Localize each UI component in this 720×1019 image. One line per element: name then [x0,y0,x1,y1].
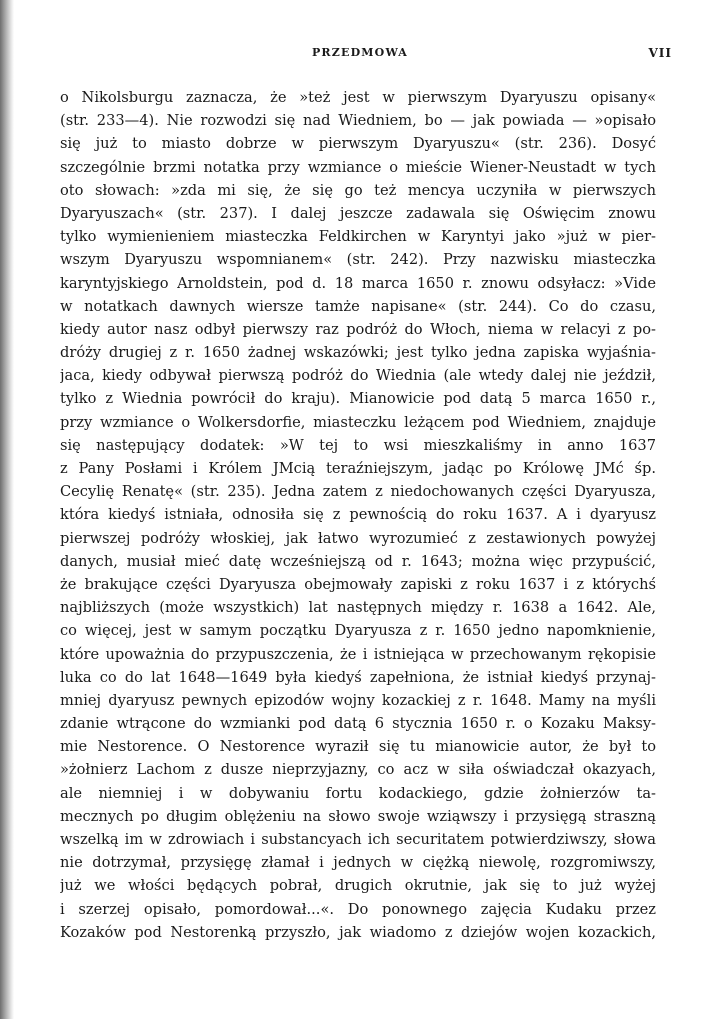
text-line: mniej dyaryusz pewnych epizodów wojny kozackiej z r. 1648. Mamy na myśli [60,691,656,709]
text-line: już we włości będących pobrał, drugich okrutnie, jak się to już wyżej [60,877,656,895]
text-line: Dyaryuszach« (str. 237). I dalej jeszcze zadawala się Oświęcim znowu [60,204,656,222]
text-line: luka co do lat 1648—1649 była kiedyś zapełniona, że istniał kiedyś przynaj- [60,668,656,686]
text-line: pierwszej podróży włoskiej, jak łatwo wyrozumieć z zestawionych powyżej [60,529,656,547]
text-line: wszym Dyaryuszu wspomnianem« (str. 242). Przy nazwisku miasteczka [60,251,656,269]
text-line: o Nikolsburgu zaznacza, że »też jest w pierwszym Dyaryuszu opisany« [60,89,656,106]
text-line: się już to miasto dobrze w pierwszym Dyaryuszu« (str. 236). Dosyć [60,135,656,153]
text-line: (str. 233—4). Nie rozwodzi się nad Wiedniem, bo — jak powiada — »opisało [60,112,656,130]
page-number: VII [648,46,672,60]
text-line: nie dotrzymał, przysięgę złamał i jednych w ciężką niewolę, rozgromiwszy, [60,854,656,872]
text-line: mie Nestorence. O Nestorence wyraził się tu mianowicie autor, że był to [60,738,656,756]
text-line: szczególnie brzmi notatka przy wzmiance o mieście Wiener-Neustadt w tych [60,158,656,176]
text-line: Cecylię Renatę« (str. 235). Jedna zatem z niedochowanych części Dyaryusza, [60,483,656,501]
text-line: zdanie wtrącone do wzmianki pod datą 6 stycznia 1650 r. o Kozaku Maksy- [60,715,656,733]
text-line: ale niemniej i w dobywaniu fortu kodackiego, gdzie żołnierzów ta- [60,784,656,802]
running-head-title: PRZEDMOWA [311,46,409,59]
text-line: mecznych po długim oblężeniu na słowo swoje wziąwszy i przysięgą straszną [60,807,656,825]
text-line: jaca, kiedy odbywał pierwszą podróż do Wiednia (ale wtedy dalej nie jeździł, [60,367,656,385]
text-line: w notatkach dawnych wiersze tamże napisane« (str. 244). Co do czasu, [60,297,656,315]
text-line: co więcej, jest w samym początku Dyaryusza z r. 1650 jedno napomknienie, [60,622,656,640]
body-text [60,86,656,944]
text-line: danych, musiał mieć datę wcześniejszą od r. 1643; można więc przypuścić, [60,552,656,570]
text-line: przy wzmiance o Wolkersdorfie, miasteczku leżącem pod Wiedniem, znajduje [60,413,656,431]
text-line: dróży drugiej z r. 1650 żadnej wskazówki; jest tylko jedna zapiska wyjaśnia- [60,344,656,362]
text-line: i szerzej opisało, pomordował...«. Do ponownego zajęcia Kudaku przez [60,900,656,918]
text-line: które upoważnia do przypuszczenia, że i istniejąca w przechowanym rękopisie [60,645,656,663]
text-line: że brakujące części Dyaryusza obejmowały zapiski z roku 1637 i z którychś [60,575,656,593]
running-head [0,44,720,64]
text-line: kiedy autor nasz odbył pierwszy raz podróż do Włoch, niema w relacyi z po- [60,320,656,338]
book-spine-shadow [0,0,14,1019]
text-line: tylko wymienieniem miasteczka Feldkirchen w Karyntyi jako »już w pier- [60,228,656,246]
text-line: oto słowach: »zda mi się, że się go też mencya uczyniła w pierwszych [60,181,656,199]
text-line: która kiedyś istniała, odnosiła się z pewnością do roku 1637. A i dyaryusz [60,506,656,524]
text-line: wszelką im w zdrowiach i substancyach ich securitatem potwierdziwszy, słowa [60,831,656,848]
text-line: się następujący dodatek: »W tej to wsi mieszkaliśmy in anno 1637 [60,436,656,454]
text-line: karyntyjskiego Arnoldstein, pod d. 18 marca 1650 r. znowu odsyłacz: »Vide [60,274,656,292]
text-line: z Pany Posłami i Królem JMcią teraźniejszym, jadąc po Królowę JMć śp. [60,460,656,477]
text-line: najbliższych (może wszystkich) lat następnych między r. 1638 a 1642. Ale, [60,599,656,617]
text-line: tylko z Wiednia powrócił do kraju). Mianowicie pod datą 5 marca 1650 r., [60,390,656,408]
text-line: Kozaków pod Nestorenką przyszło, jak wiadomo z dziejów wojen kozackich, [60,923,656,941]
text-line: »żołnierz Lachom z dusze nieprzyjazny, co acz w siła oświadczał okazyach, [60,761,656,779]
